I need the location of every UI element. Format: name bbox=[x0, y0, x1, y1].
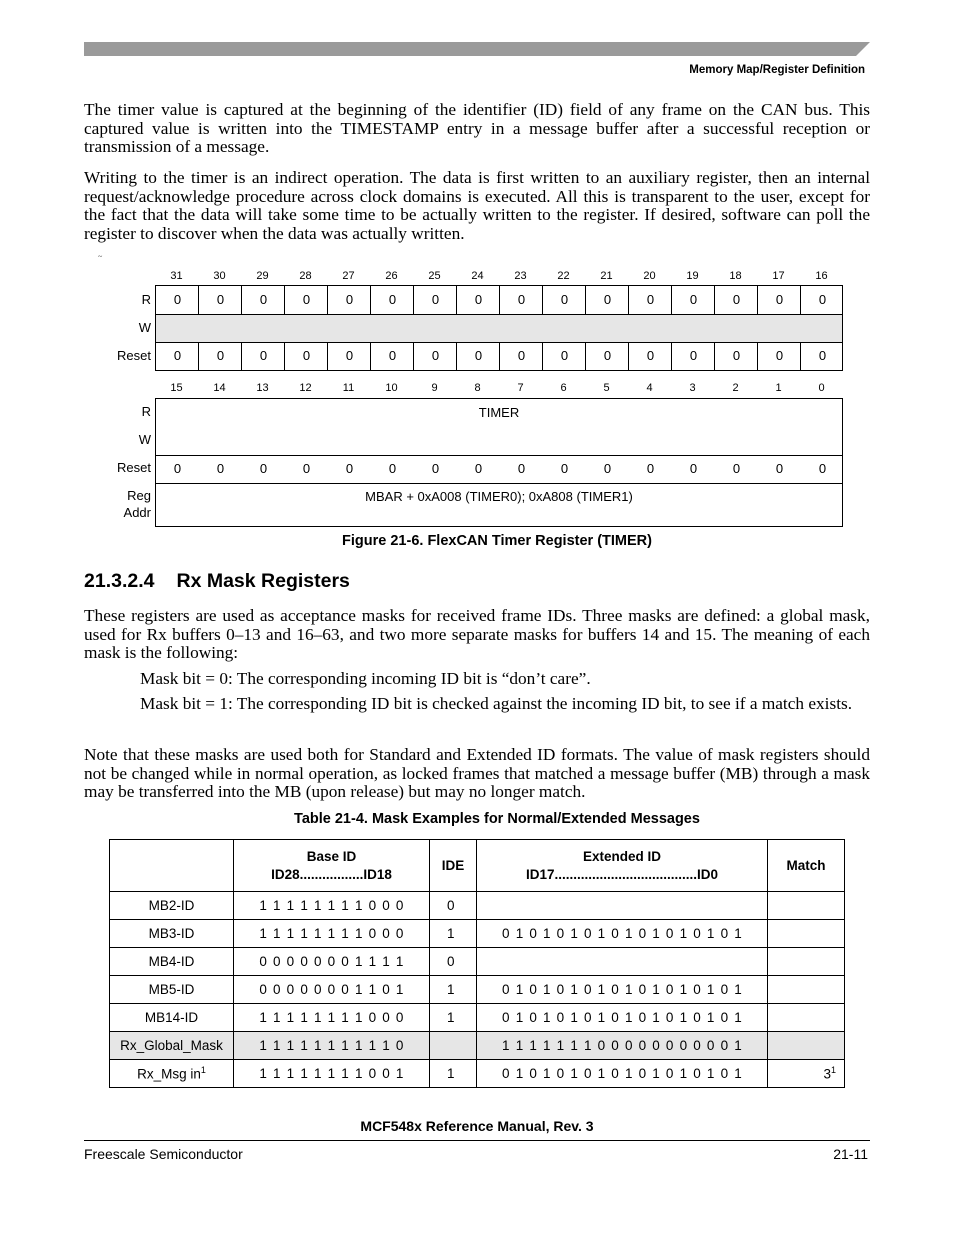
bit-number: 6 bbox=[560, 382, 567, 394]
label-w-upper: W bbox=[138, 320, 151, 335]
base-id-bits bbox=[234, 948, 430, 976]
base-id-bits bbox=[234, 1060, 430, 1088]
extended-id-bits bbox=[477, 1060, 768, 1088]
r-bit-value: 0 bbox=[345, 292, 354, 307]
reset-bit-value: 0 bbox=[474, 348, 483, 363]
label-r-lower: R bbox=[141, 404, 151, 419]
footer-rule bbox=[84, 1140, 870, 1141]
extended-id-bits bbox=[477, 920, 768, 948]
table-header-row bbox=[110, 840, 845, 892]
row-name-text: Rx_Global_Mask bbox=[120, 1038, 223, 1053]
r-bit-value: 0 bbox=[259, 292, 268, 307]
reset-bit-value: 0 bbox=[603, 461, 612, 476]
reset-bit-value: 0 bbox=[173, 348, 182, 363]
bit-number: 11 bbox=[342, 382, 355, 394]
reset-bit-value: 0 bbox=[646, 348, 655, 363]
reset-bit-value: 0 bbox=[431, 461, 440, 476]
label-addr: Addr bbox=[123, 505, 151, 520]
row-divider bbox=[156, 455, 842, 456]
reset-bit-value: 0 bbox=[345, 348, 354, 363]
bit-number: 19 bbox=[686, 270, 699, 282]
section-number: 21.3.2.4 bbox=[84, 570, 155, 592]
mask-bit-1: Mask bit = 1: The corresponding ID bit is checked against the incoming ID bit, to see if a match exists. bbox=[140, 694, 853, 713]
bit-number: 20 bbox=[643, 270, 656, 282]
bit-number: 24 bbox=[471, 270, 484, 282]
paragraph-masks-intro: These registers are used as acceptance masks for received frame IDs. Three masks are defined: a global mask, used for Rx buffers 0–13 and 16–63, and two more separate masks for buffers 14 and 15. The meaning of each mask is the following: bbox=[84, 606, 870, 663]
row-name bbox=[110, 920, 234, 948]
row-name-text: MB3-ID bbox=[148, 926, 195, 941]
reset-bit-value: 0 bbox=[689, 348, 698, 363]
row-name-text: MB5-ID bbox=[148, 982, 195, 997]
base-id-bits bbox=[234, 892, 430, 920]
extended-id-bits-text: 0 1 0 1 0 1 0 1 0 1 0 1 0 1 0 1 0 1 bbox=[502, 1010, 742, 1025]
r-bit-value: 0 bbox=[173, 292, 182, 307]
header-bar bbox=[84, 42, 870, 56]
r-bit-value: 0 bbox=[732, 292, 741, 307]
extended-id-bits bbox=[477, 948, 768, 976]
reset-bit-value: 0 bbox=[732, 461, 741, 476]
base-id-bits-text: 1 1 1 1 1 1 1 1 0 0 0 bbox=[259, 926, 404, 941]
bit-number: 8 bbox=[474, 382, 481, 394]
table-row bbox=[110, 976, 845, 1004]
match-value bbox=[768, 1004, 845, 1032]
bit-number: 0 bbox=[818, 382, 825, 394]
base-id-bits bbox=[234, 976, 430, 1004]
figure-caption: Figure 21-6. FlexCAN Timer Register (TIMER) bbox=[342, 533, 652, 549]
bit-number: 17 bbox=[772, 270, 785, 282]
reset-bit-value: 0 bbox=[560, 461, 569, 476]
row-divider bbox=[156, 483, 842, 484]
r-bit-value: 0 bbox=[302, 292, 311, 307]
footer-title: MCF548x Reference Manual, Rev. 3 bbox=[360, 1118, 594, 1134]
reset-bit-value: 0 bbox=[517, 348, 526, 363]
table-row bbox=[110, 1032, 845, 1060]
table-row bbox=[110, 1004, 845, 1032]
bit-number: 28 bbox=[299, 270, 312, 282]
bit-number: 1 bbox=[775, 382, 782, 394]
bit-number: 27 bbox=[342, 270, 355, 282]
bit-number: 16 bbox=[815, 270, 828, 282]
header-base-id-line1: Base ID bbox=[306, 848, 357, 864]
tilde-mark: ~ bbox=[98, 252, 103, 261]
row-name-text: MB2-ID bbox=[148, 898, 195, 913]
reset-bit-value: 0 bbox=[818, 461, 827, 476]
table-caption: Table 21-4. Mask Examples for Normal/Extended Messages bbox=[294, 811, 700, 827]
upper-register-box bbox=[155, 285, 843, 371]
ide-value-text: 1 bbox=[447, 1066, 455, 1081]
row-name-text: MB14-ID bbox=[144, 1010, 199, 1025]
r-bit-value: 0 bbox=[517, 292, 526, 307]
w-row-shade-upper bbox=[156, 314, 842, 342]
reset-bit-value: 0 bbox=[732, 348, 741, 363]
r-bit-value: 0 bbox=[431, 292, 440, 307]
ide-value-text: 1 bbox=[447, 982, 455, 997]
header-title: Memory Map/Register Definition bbox=[689, 64, 865, 76]
extended-id-bits bbox=[477, 976, 768, 1004]
r-bit-value: 0 bbox=[216, 292, 225, 307]
extended-id-bits bbox=[477, 892, 768, 920]
row-name-text: MB4-ID bbox=[148, 954, 195, 969]
label-reset-upper: Reset bbox=[117, 348, 151, 363]
header-match: Match bbox=[768, 840, 845, 892]
row-name bbox=[110, 1004, 234, 1032]
reset-bit-value: 0 bbox=[388, 461, 397, 476]
header-base-id-line2: ID28.................ID18 bbox=[271, 866, 392, 882]
extended-id-bits-text: 1 1 1 1 1 1 1 0 0 0 0 0 0 0 0 0 0 1 bbox=[502, 1038, 742, 1053]
ide-value bbox=[430, 1060, 477, 1088]
header-extended-id-line2: ID17......................................ID0 bbox=[525, 866, 719, 882]
base-id-bits-text: 1 1 1 1 1 1 1 1 1 1 0 bbox=[259, 1038, 404, 1053]
r-bit-value: 0 bbox=[689, 292, 698, 307]
r-bit-value: 0 bbox=[646, 292, 655, 307]
footnote-marker: 1 bbox=[200, 1065, 206, 1076]
reset-bit-value: 0 bbox=[775, 348, 784, 363]
lower-register-box bbox=[155, 398, 843, 527]
row-name bbox=[110, 1032, 234, 1060]
footer-page-number: 21-11 bbox=[833, 1146, 868, 1162]
table-row bbox=[110, 1060, 845, 1088]
row-name-text: Rx_Msg in bbox=[137, 1066, 201, 1082]
ide-value bbox=[430, 892, 477, 920]
ide-value bbox=[430, 1004, 477, 1032]
ide-value-text: 0 bbox=[447, 898, 455, 913]
bit-number: 15 bbox=[170, 382, 183, 394]
extended-id-bits bbox=[477, 1004, 768, 1032]
row-divider bbox=[156, 314, 842, 315]
match-value bbox=[768, 1060, 845, 1088]
reset-bit-value: 0 bbox=[646, 461, 655, 476]
base-id-bits bbox=[234, 920, 430, 948]
bit-number: 14 bbox=[213, 382, 226, 394]
label-reset-lower: Reset bbox=[117, 460, 151, 475]
reset-bit-value: 0 bbox=[259, 461, 268, 476]
reset-bit-value: 0 bbox=[345, 461, 354, 476]
label-w-lower: W bbox=[138, 432, 151, 447]
reset-bit-value: 0 bbox=[560, 348, 569, 363]
paragraph-timer-write: Writing to the timer is an indirect operation. The data is first written to an auxiliary register, then an internal request/acknowledge procedure across clock domains is executed. All this is transparent to the user, except for the fact that the data will take some time to be actually written to the register. If desired, software can poll the register to discover when the data was actually written. bbox=[84, 168, 870, 243]
mask-bit-0: Mask bit = 0: The corresponding incoming ID bit is “don’t care”. bbox=[140, 669, 591, 688]
reset-bit-value: 0 bbox=[603, 348, 612, 363]
match-value bbox=[768, 948, 845, 976]
reset-bit-value: 0 bbox=[474, 461, 483, 476]
header-extended-id bbox=[477, 840, 768, 892]
bit-number: 26 bbox=[385, 270, 398, 282]
extended-id-bits bbox=[477, 1032, 768, 1060]
paragraph-timer-capture: The timer value is captured at the beginning of the identifier (ID) field of any frame on the CAN bus. This captured value is written into the TIMESTAMP entry in a message buffer after a successful reception or transmission of a message. bbox=[84, 100, 870, 157]
table-row bbox=[110, 920, 845, 948]
reset-bit-value: 0 bbox=[517, 461, 526, 476]
bit-number: 12 bbox=[299, 382, 312, 394]
bit-number: 31 bbox=[170, 270, 183, 282]
header-extended-id-line1: Extended ID bbox=[582, 848, 661, 864]
ide-value-text: 1 bbox=[447, 926, 455, 941]
reset-bit-value: 0 bbox=[173, 461, 182, 476]
ide-value bbox=[430, 920, 477, 948]
header-ide: IDE bbox=[430, 840, 477, 892]
ide-value-text: 1 bbox=[447, 1010, 455, 1025]
row-name bbox=[110, 948, 234, 976]
bit-number: 7 bbox=[517, 382, 524, 394]
header-empty bbox=[110, 840, 234, 892]
bit-number: 25 bbox=[428, 270, 441, 282]
header-base-id bbox=[234, 840, 430, 892]
bit-number: 22 bbox=[557, 270, 570, 282]
bit-number: 18 bbox=[729, 270, 742, 282]
bit-number: 10 bbox=[385, 382, 398, 394]
timer-field: TIMER bbox=[478, 405, 520, 420]
reset-bit-value: 0 bbox=[689, 461, 698, 476]
label-reg: Reg bbox=[127, 488, 151, 503]
base-id-bits-text: 1 1 1 1 1 1 1 1 0 0 0 bbox=[259, 898, 404, 913]
bit-number: 2 bbox=[732, 382, 739, 394]
match-value bbox=[768, 892, 845, 920]
reset-bit-value: 0 bbox=[818, 348, 827, 363]
match-value bbox=[768, 920, 845, 948]
bit-number: 9 bbox=[431, 382, 438, 394]
reset-bit-value: 0 bbox=[216, 461, 225, 476]
reset-bit-value: 0 bbox=[775, 461, 784, 476]
bit-number: 23 bbox=[514, 270, 527, 282]
bit-number: 3 bbox=[689, 382, 696, 394]
r-bit-value: 0 bbox=[603, 292, 612, 307]
ide-value bbox=[430, 1032, 477, 1060]
bit-number: 29 bbox=[256, 270, 269, 282]
footer-company: Freescale Semiconductor bbox=[84, 1146, 243, 1162]
reset-bit-value: 0 bbox=[388, 348, 397, 363]
bit-number: 21 bbox=[600, 270, 613, 282]
bit-number: 5 bbox=[603, 382, 610, 394]
footnote-marker: 1 bbox=[830, 1065, 836, 1076]
ide-value bbox=[430, 976, 477, 1004]
extended-id-bits-text: 0 1 0 1 0 1 0 1 0 1 0 1 0 1 0 1 0 1 bbox=[502, 926, 742, 941]
label-r-upper: R bbox=[141, 292, 151, 307]
base-id-bits-text: 1 1 1 1 1 1 1 1 0 0 0 bbox=[259, 1010, 404, 1025]
reset-bit-value: 0 bbox=[302, 348, 311, 363]
r-bit-value: 0 bbox=[775, 292, 784, 307]
r-bit-value: 0 bbox=[818, 292, 827, 307]
reg-addr-value: MBAR + 0xA008 (TIMER0); 0xA808 (TIMER1) bbox=[365, 489, 633, 504]
mask-examples-table bbox=[109, 839, 845, 1088]
extended-id-bits-text: 0 1 0 1 0 1 0 1 0 1 0 1 0 1 0 1 0 1 bbox=[502, 1066, 742, 1081]
bit-number: 30 bbox=[213, 270, 226, 282]
bit-number: 13 bbox=[256, 382, 269, 394]
base-id-bits-text: 1 1 1 1 1 1 1 1 0 0 1 bbox=[259, 1066, 404, 1081]
section-title: Rx Mask Registers bbox=[176, 570, 350, 592]
r-bit-value: 0 bbox=[388, 292, 397, 307]
extended-id-bits-text: 0 1 0 1 0 1 0 1 0 1 0 1 0 1 0 1 0 1 bbox=[502, 982, 742, 997]
base-id-bits-text: 0 0 0 0 0 0 0 1 1 0 1 bbox=[259, 982, 404, 997]
reset-bit-value: 0 bbox=[216, 348, 225, 363]
base-id-bits bbox=[234, 1004, 430, 1032]
base-id-bits bbox=[234, 1032, 430, 1060]
table-row bbox=[110, 948, 845, 976]
row-name bbox=[110, 976, 234, 1004]
paragraph-masks-note: Note that these masks are used both for Standard and Extended ID formats. The value of mask registers should not be changed while in normal operation, as locked frames that matched a message buffer (MB) through a mask may be transferred into the MB (upon release) but may no longer match. bbox=[84, 745, 870, 802]
upper-bit-numbers bbox=[155, 270, 843, 284]
match-value bbox=[768, 976, 845, 1004]
r-bit-value: 0 bbox=[474, 292, 483, 307]
lower-bit-numbers bbox=[155, 382, 843, 396]
reset-bit-value: 0 bbox=[302, 461, 311, 476]
reset-bit-value: 0 bbox=[259, 348, 268, 363]
match-value bbox=[768, 1032, 845, 1060]
reset-bit-value: 0 bbox=[431, 348, 440, 363]
section-heading bbox=[84, 570, 350, 593]
base-id-bits-text: 0 0 0 0 0 0 0 1 1 1 1 bbox=[259, 954, 404, 969]
table-row bbox=[110, 892, 845, 920]
bit-number: 4 bbox=[646, 382, 653, 394]
ide-value-text: 0 bbox=[447, 954, 455, 969]
r-bit-value: 0 bbox=[560, 292, 569, 307]
row-name bbox=[110, 1060, 234, 1088]
ide-value bbox=[430, 948, 477, 976]
row-name bbox=[110, 892, 234, 920]
match-value-text: 3 bbox=[823, 1066, 831, 1082]
